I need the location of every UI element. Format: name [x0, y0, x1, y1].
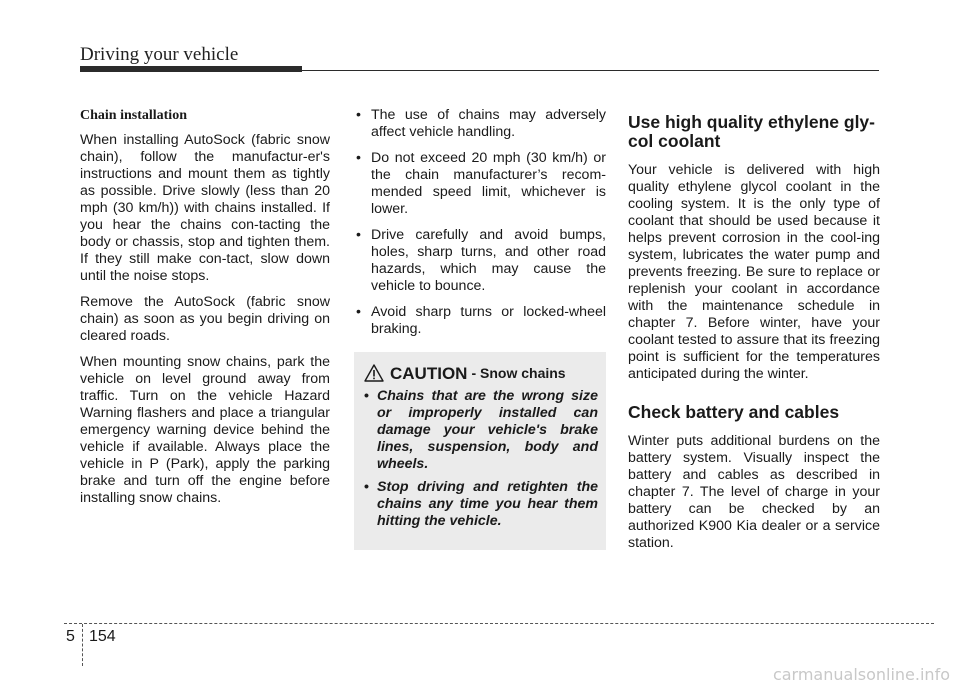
- paragraph: When mounting snow chains, park the vehicle on level ground away from traffic. Turn on the vehicle Hazard Warning flashers and place a triangular emergency warning device behind the vehicle if available. Always place the vehicle in P (Park), apply the parking brake and turn off the engine before installing snow chains.: [80, 354, 330, 506]
- column-chain-tips: [354, 107, 606, 550]
- bullet-list: [354, 107, 606, 338]
- caution-label: CAUTION: [390, 363, 468, 383]
- paragraph: Remove the AutoSock (fabric snow chain) as soon as you begin driving on cleared roads.: [80, 294, 330, 344]
- caution-item: • Chains that are the wrong size or improperly installed can damage your vehicle's brake lines, suspension, body and wheels.: [364, 388, 598, 473]
- list-item: • The use of chains may adversely affect vehicle handling.: [354, 107, 606, 141]
- battery-paragraph: Winter puts additional burdens on the battery system. Visually inspect the battery and cables as described in chapter 7. The level of charge in your battery can be checked by an authorized K900 Kia dealer or a service station.: [628, 433, 880, 551]
- caution-header: [364, 364, 598, 382]
- list-item: • Drive carefully and avoid bumps, holes, sharp turns, and other road hazards, which may cause the vehicle to bounce.: [354, 227, 606, 295]
- header-rule-thin: [302, 70, 879, 71]
- chapter-number: 5: [66, 628, 75, 645]
- coolant-heading: Use high quality ethylene gly-col coolant: [628, 112, 875, 151]
- column-coolant-battery: [628, 113, 880, 561]
- caution-subtitle: - Snow chains: [471, 364, 566, 381]
- chain-installation-heading: Chain installation: [80, 108, 187, 123]
- battery-heading: Check battery and cables: [628, 402, 840, 422]
- caution-item: • Stop driving and retighten the chains any time you hear them hitting the vehicle.: [364, 479, 598, 530]
- page-number: 154: [89, 628, 116, 645]
- list-item: • Do not exceed 20 mph (30 km/h) or the chain manufacturer’s recom-mended speed limit, whichever is lower.: [354, 150, 606, 218]
- paragraph: When installing AutoSock (fabric snow chain), follow the manufactur-er's instructions and mount them as tightly as possible. Drive slowly (less than 20 mph (30 km/h)) with chains installed. If you hear the chains con-tacting the body or chassis, stop and tighten them. If they still make con-tact, slow down until the noise stops.: [80, 132, 330, 284]
- watermark: carmanualsonline.info: [772, 665, 950, 684]
- warning-triangle-icon: [364, 364, 384, 382]
- header-rule-thick: [80, 66, 302, 72]
- list-item: • Avoid sharp turns or locked-wheel braking.: [354, 304, 606, 338]
- column-chain-installation: [80, 107, 330, 516]
- caution-box: [354, 352, 606, 550]
- coolant-paragraph: Your vehicle is delivered with high quality ethylene glycol coolant in the cooling system. It is the only type of coolant that should be used because it helps prevent corrosion in the cool-ing system, lubricates the water pump and prevents freezing. Be sure to replace or replenish your coolant in accordance with the maintenance schedule in chapter 7. Before winter, have your coolant tested to assure that its freezing point is sufficient for the temperatures anticipated during the winter.: [628, 162, 880, 382]
- footer-rule: [64, 623, 934, 624]
- header-title: Driving your vehicle: [80, 44, 239, 65]
- footer-vertical-rule: [82, 624, 83, 666]
